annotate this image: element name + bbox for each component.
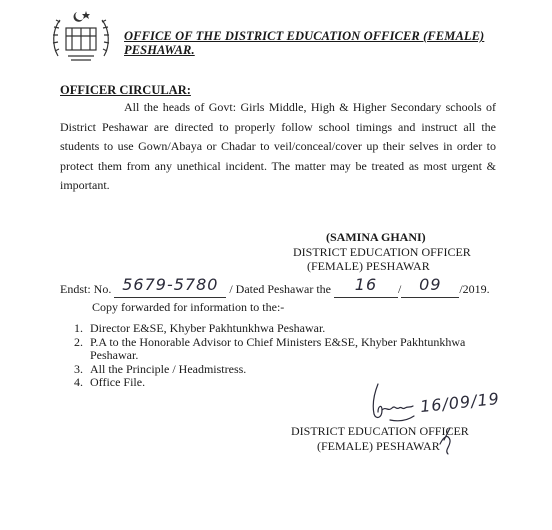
signatory-designation: DISTRICT EDUCATION OFFICER <box>293 244 471 259</box>
day-blank <box>334 275 398 298</box>
handwritten-date: 16/09/19 <box>419 388 501 417</box>
list-item: 2. P.A to the Honorable Advisor to Chief Ministers E&SE, Khyber Pakhtunkhwa Peshawar. <box>74 334 466 362</box>
list-item: 4. Office File. <box>74 375 146 389</box>
endorsement-month: 09 <box>419 275 442 294</box>
list-item: 3. All the Principle / Headmistress. <box>74 361 247 376</box>
circular-body: All the heads of Govt: Girls Middle, High & Higher Secondary schools of District Peshawar are directed to properly follow school timings and instruct all the students to use Gown/Abaya or Chadar to veil/conceal/cover up their selves in order to protect them from any unethical incident. The matter may be treated as most urgent & important. <box>60 100 496 192</box>
endorsement-year: /2019. <box>459 282 490 296</box>
office-title-line-1: OFFICE OF THE DISTRICT EDUCATION OFFICER (FEMALE) <box>124 29 485 43</box>
month-blank <box>401 275 459 298</box>
signatory-bottom-designation: DISTRICT EDUCATION OFFICER <box>291 424 469 438</box>
dated-label: / Dated Peshawar the <box>229 282 331 296</box>
office-title <box>124 29 504 57</box>
copy-intro: Copy forwarded for information to the:- <box>92 300 285 314</box>
signatory-block <box>293 230 493 274</box>
circular-heading: OFFICER CIRCULAR: <box>60 83 191 97</box>
kp-government-emblem-icon <box>48 8 114 70</box>
endorsement-label: Endst: No. <box>60 282 112 296</box>
endorsement-number: 5679-5780 <box>122 275 219 294</box>
list-item: 1. Director E&SE, Khyber Pakhtunkhwa Peshawar. <box>74 321 326 335</box>
signatory-bottom-office: (FEMALE) PESHAWAR <box>317 438 440 453</box>
office-title-line-2: PESHAWAR. <box>124 43 195 57</box>
signatory-bottom-block <box>291 424 491 453</box>
endorsement-number-blank <box>114 275 226 298</box>
endorsement-line: Endst: No. 5679-5780 / Dated Peshawar the 16 / 09 /2019. <box>60 275 490 296</box>
signatory-office: (FEMALE) PESHAWAR <box>307 259 430 273</box>
signatory-name: (SAMINA GHANI) <box>326 230 426 244</box>
endorsement-day: 16 <box>354 275 378 294</box>
